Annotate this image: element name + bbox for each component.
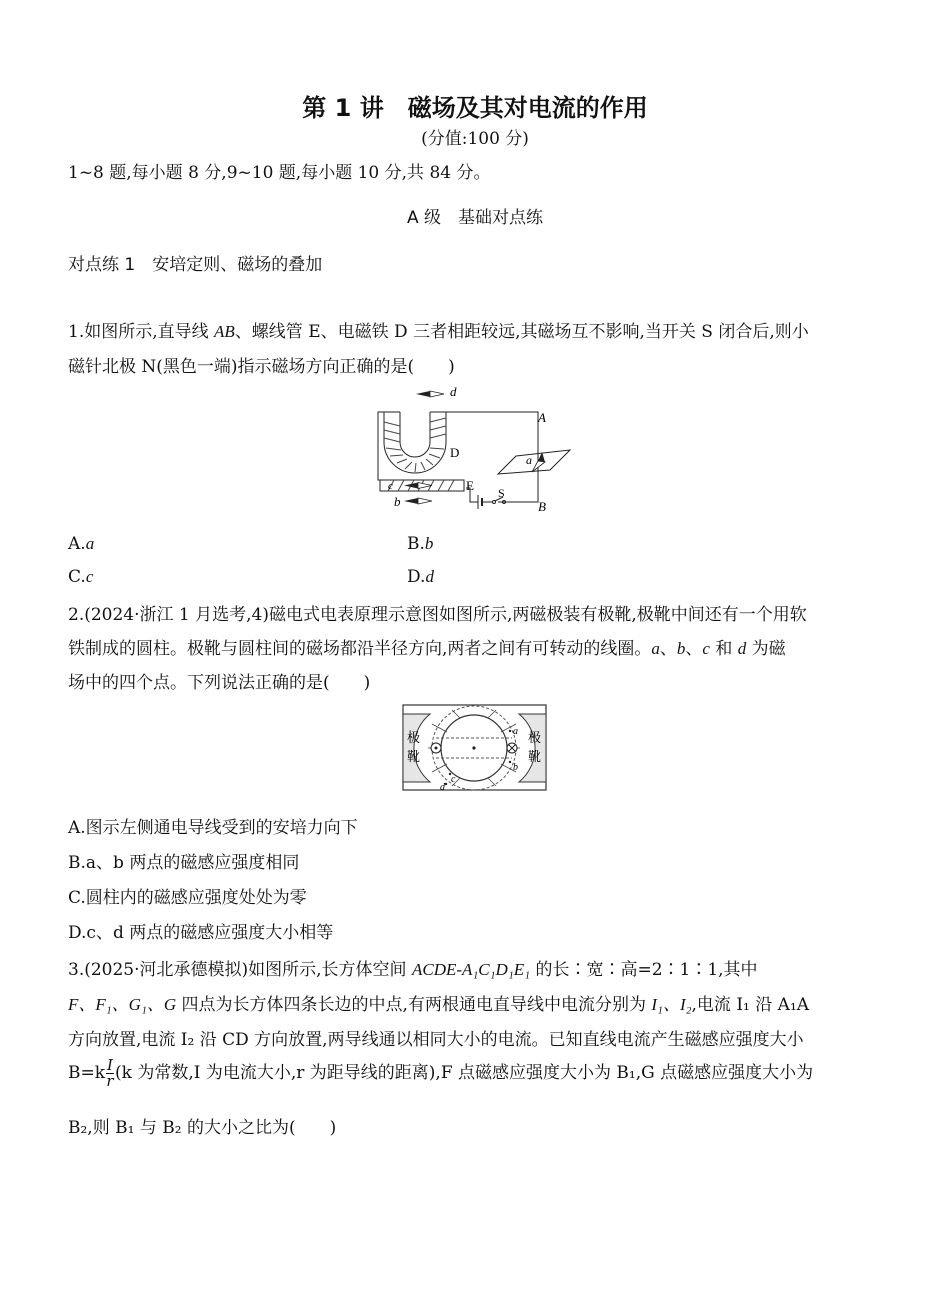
formula-fraction: $\frac{I}{r}$ <box>106 1056 114 1090</box>
svg-text:靴: 靴 <box>528 749 542 764</box>
q2-stem-line1: 2.(2024·浙江 1 月选考,4)磁电式电表原理示意图如图所示,两磁极装有极靴,极靴中间还有一个用软 <box>68 605 807 625</box>
score-note: (分值:100 分) <box>421 129 529 149</box>
svg-text:靴: 靴 <box>407 749 421 764</box>
q1-option-c[interactable]: C.c <box>68 567 94 587</box>
q1-stem-line1: 1.如图所示,直导线 AB、螺线管 E、电磁铁 D 三者相距较远,其磁场互不影响,当开关 S 闭合后,则小 <box>68 322 809 342</box>
svg-text:a: a <box>513 726 518 737</box>
svg-text:a: a <box>526 453 532 467</box>
svg-text:d: d <box>440 782 445 792</box>
q2-stem-line2: 铁制成的圆柱。极靴与圆柱间的磁场都沿半径方向,两者之间有可转动的线圈。a、b、c 和 d 为磁 <box>68 639 786 659</box>
svg-text:B: B <box>538 499 546 514</box>
q3-stem-line1: 3.(2025·河北承德模拟)如图所示,长方体空间 ACDE-A₁C₁D₁E₁ 的长∶宽∶高=2∶1∶1,其中 <box>68 960 758 980</box>
q1-stem-line2: 磁针北极 N(黑色一端)指示磁场方向正确的是( ) <box>68 357 455 377</box>
level-heading: A 级 基础对点练 <box>406 208 544 228</box>
section-heading: 对点练 1 安培定则、磁场的叠加 <box>68 255 323 275</box>
q1-option-b[interactable]: B.b <box>407 534 434 554</box>
q2-figure <box>402 704 548 792</box>
page-title: 第 1 讲 磁场及其对电流的作用 <box>302 94 648 122</box>
q2-stem-line3: 场中的四个点。下列说法正确的是( ) <box>68 673 371 693</box>
svg-text:A: A <box>538 410 546 425</box>
q2-option-b[interactable]: B.a、b 两点的磁感应强度相同 <box>68 853 300 873</box>
svg-text:b: b <box>394 494 401 509</box>
q2-option-a[interactable]: A.图示左侧通电导线受到的安培力向下 <box>68 818 358 838</box>
intro-text: 1~8 题,每小题 8 分,9~10 题,每小题 10 分,共 84 分。 <box>68 163 491 183</box>
q1-option-a[interactable]: A.a <box>68 534 95 554</box>
q1-option-d[interactable]: D.d <box>407 567 434 587</box>
svg-text:S: S <box>498 486 505 500</box>
q3-stem-line4: B=k $\frac{I}{r}$ (k 为常数,I 为电流大小,r 为距导线的距离),F 点磁感应强度大小为 B₁,G 点磁感应强度大小为 <box>68 1056 814 1090</box>
svg-text:b: b <box>513 762 518 773</box>
q3-stem-line2: F、F₁、G₁、G 四点为长方体四条长边的中点,有两根通电直导线中电流分别为 I₁、I₂,电流 I₁ 沿 A₁A <box>68 995 810 1015</box>
q2-option-c[interactable]: C.圆柱内的磁感应强度处处为零 <box>68 888 307 908</box>
svg-text:E: E <box>466 478 474 493</box>
svg-text:c: c <box>388 480 393 492</box>
q3-stem-line5: B₂,则 B₁ 与 B₂ 的大小之比为( ) <box>68 1118 337 1138</box>
q3-stem-line3: 方向放置,电流 I₂ 沿 CD 方向放置,两导线通以相同大小的电流。已知直线电流产生磁感应强度大小 <box>68 1030 804 1050</box>
q2-option-d[interactable]: D.c、d 两点的磁感应强度大小相等 <box>68 923 334 943</box>
svg-text:极: 极 <box>407 730 421 745</box>
svg-text:c: c <box>451 774 456 785</box>
svg-text:D: D <box>450 445 460 460</box>
q1-figure <box>370 382 582 518</box>
svg-text:d: d <box>450 384 457 399</box>
svg-text:极: 极 <box>528 730 542 745</box>
